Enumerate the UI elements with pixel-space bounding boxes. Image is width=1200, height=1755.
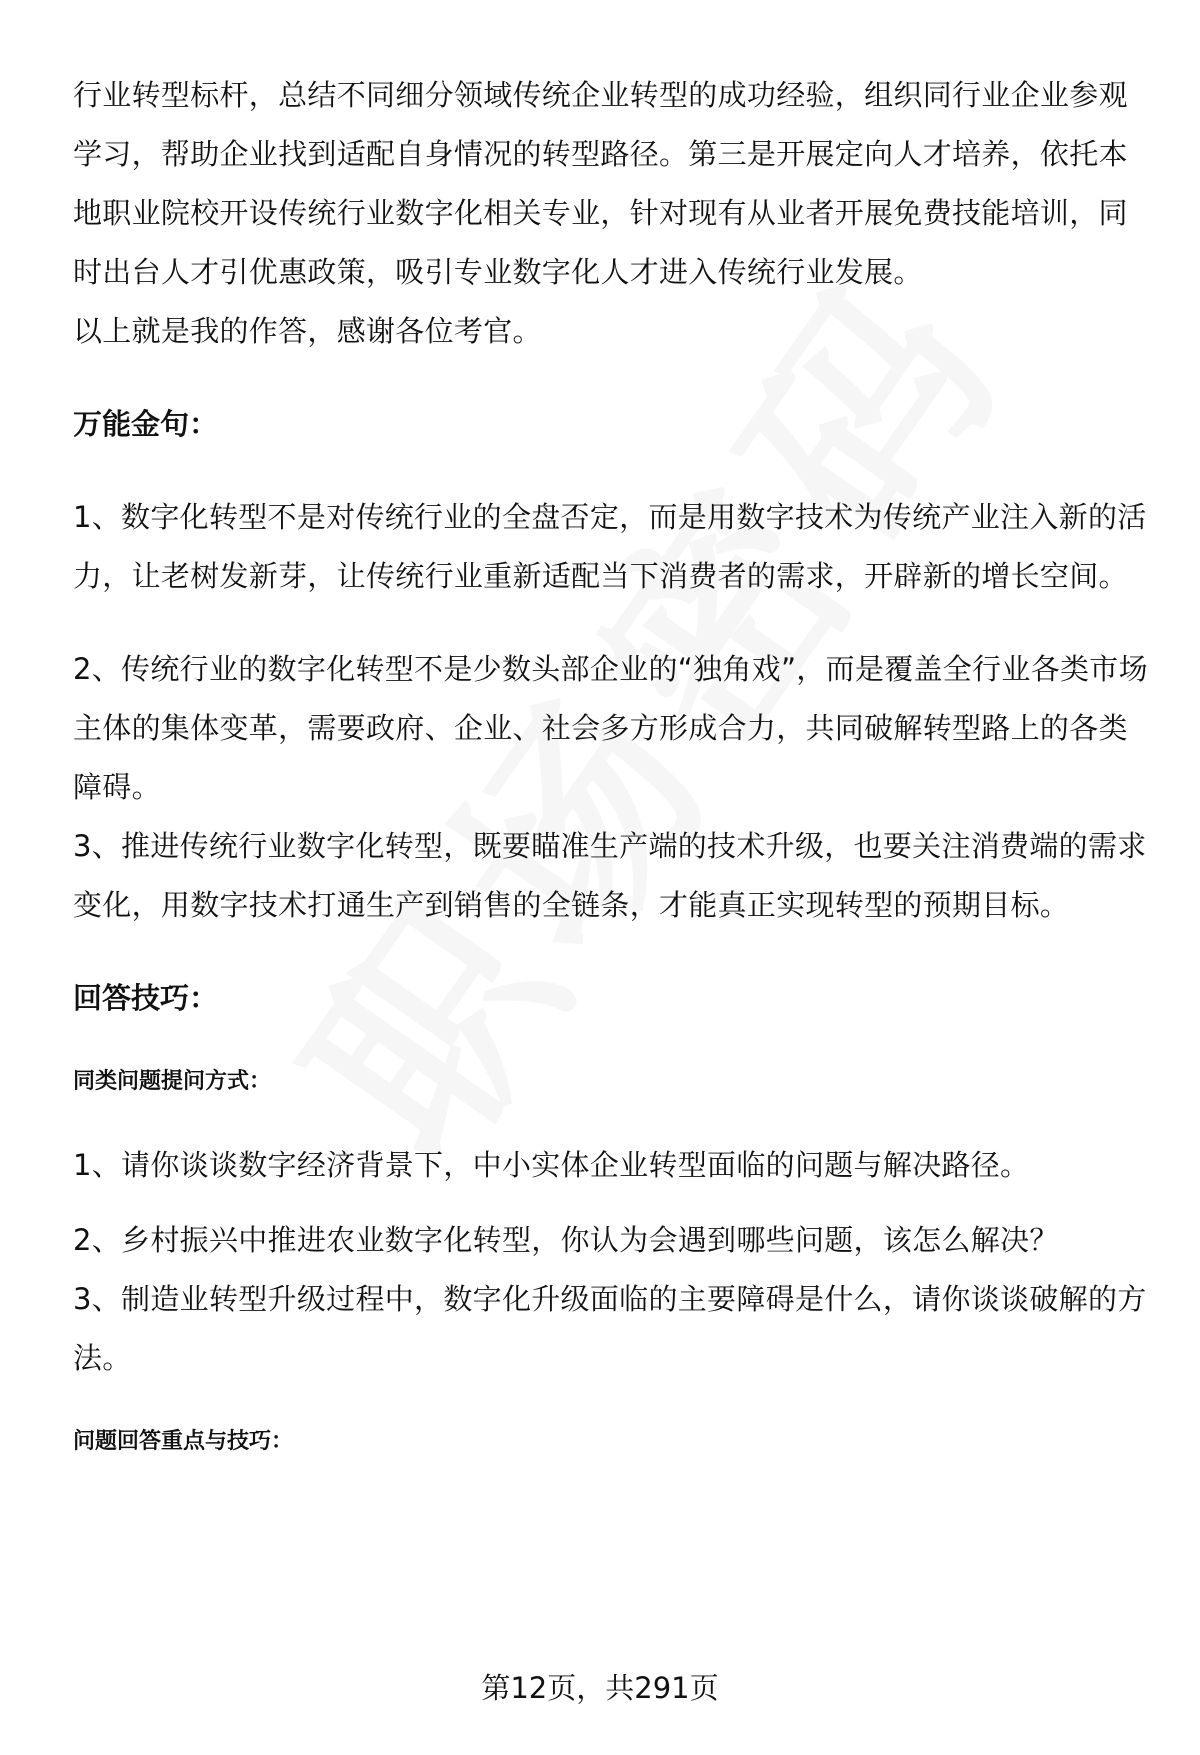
page-number: 第12页，共291页 <box>481 1671 719 1705</box>
closing-paragraph: 以上就是我的作答，感谢各位考官。 <box>73 314 542 348</box>
golden-sentences-heading: 万能金句： <box>73 407 219 441</box>
similar-question-3: 3、制造业转型升级过程中，数字化升级面临的主要障碍是什么，请你谈谈破解的方法。 <box>73 1282 1147 1375</box>
similar-question-2: 2、乡村振兴中推进农业数字化转型，你认为会遇到哪些问题，该怎么解决？ <box>73 1223 1059 1257</box>
golden-sentence-2: 2、传统行业的数字化转型不是少数头部企业的“独角戏”，而是覆盖全行业各类市场主体的集体变革，需要政府、企业、社会多方形成合力，共同破解转型路上的各类障碍。 <box>73 652 1148 804</box>
intro-paragraph: 行业转型标杆，总结不同细分领域传统企业转型的成功经验，组织同行业企业参观学习，帮助企业找到适配自身情况的转型路径。第三是开展定向人才培养，依托本地职业院校开设传统行业数字化相关专业，针对现有从业者开展免费技能培训，同时出台人才引优惠政策，吸引专业数字化人才进入传统行业发展。 <box>73 78 1128 289</box>
key-points-heading: 问题回答重点与技巧： <box>73 1429 294 1454</box>
similar-questions-heading: 同类问题提问方式： <box>73 1069 272 1094</box>
similar-question-1: 1、请你谈谈数字经济背景下，中小实体企业转型面临的问题与解决路径。 <box>73 1148 1030 1182</box>
golden-sentence-3: 3、推进传统行业数字化转型，既要瞄准生产端的技术升级，也要关注消费端的需求变化，用数字技术打通生产到销售的全链条，才能真正实现转型的预期目标。 <box>73 829 1147 922</box>
answer-tips-heading: 回答技巧： <box>73 981 219 1015</box>
golden-sentence-1: 1、数字化转型不是对传统行业的全盘否定，而是用数字技术为传统产业注入新的活力，让老树发新芽，让传统行业重新适配当下消费者的需求，开辟新的增长空间。 <box>73 500 1147 593</box>
page-content <box>73 66 1153 1462</box>
